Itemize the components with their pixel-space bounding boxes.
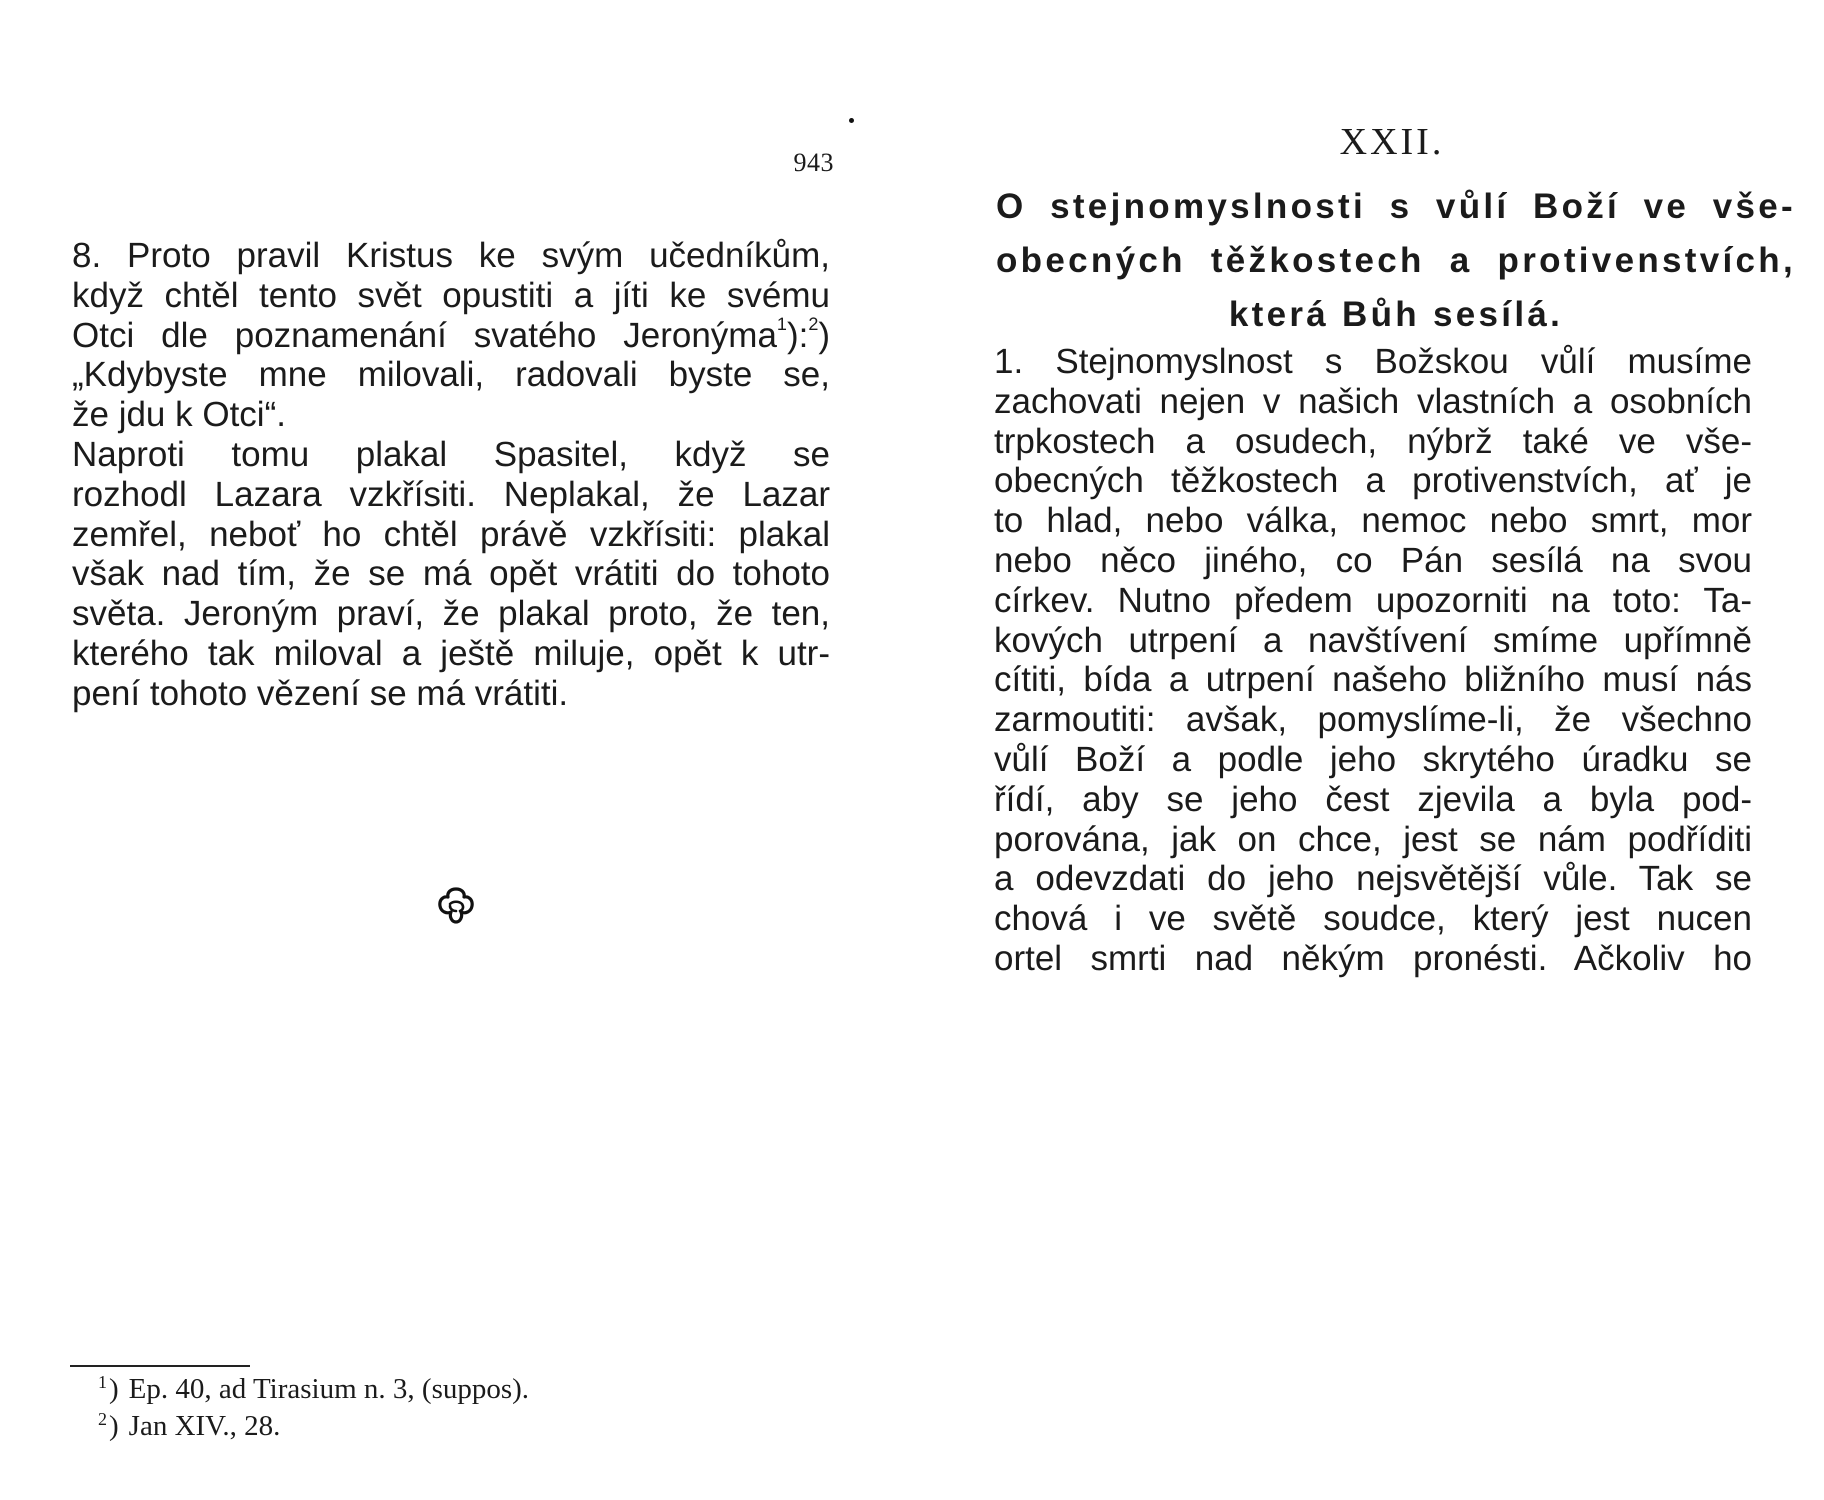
footnote-ref-2: 2 [808, 313, 819, 334]
footnote-ref-separator: ): [786, 315, 809, 355]
text-line: chová i ve světě soudce, který jest nucen [994, 899, 1752, 939]
footnote-marker: 2 [98, 1409, 107, 1429]
right-page-body [994, 342, 1752, 979]
page-number: 943 [793, 148, 834, 177]
text-line: trpkostech a osudech, nýbrž také ve vše- [994, 421, 1752, 461]
text-line: kových utrpení a navštívení smíme upřímně [994, 620, 1752, 660]
text-line: nebo něco jiného, co Pán sesílá na svou [994, 540, 1752, 580]
text-line: obecných těžkostech a protivenstvích, ať je [994, 461, 1752, 501]
text-line: kterého tak miloval a ještě miluje, opět k utr- [72, 633, 830, 673]
text-line: pení tohoto vězení se má vrátiti. [72, 673, 569, 713]
text-line: zachovati nejen v našich vlastních a osobních [994, 381, 1752, 421]
footnote-ref-1: 1 [776, 313, 787, 334]
text-line: „Kdybyste mne milovali, radovali byste se, [72, 355, 830, 395]
text-line: ortel smrti nad někým pronésti. Ačkoliv ho [994, 938, 1752, 978]
text-line: a odevzdati do jeho nejsvětější vůle. Tak se [994, 859, 1752, 899]
footnotes [98, 1372, 698, 1446]
chapter-title-line: O stejnomyslnosti s vůlí Boží ve vše- [996, 187, 1796, 226]
paragraph-8 [72, 236, 830, 435]
text-line: 1. Stejnomyslnost s Božskou vůlí musíme [994, 342, 1752, 381]
footnote-paren: ) [109, 1410, 119, 1442]
paragraph-naproti [72, 435, 830, 714]
left-page-body [72, 236, 830, 714]
right-page [960, 0, 1824, 1500]
text-line: církev. Nutno předem upozorniti na toto: Ta- [994, 580, 1752, 620]
text-line: vůlí Boží a podle jeho skrytého úradku se [994, 739, 1752, 779]
text-line: že jdu k Otci“. [72, 395, 286, 435]
text-line: zemřel, neboť ho chtěl právě vzkřísiti: plakal [72, 514, 830, 554]
text-line: světa. Jeroným praví, že plakal proto, že ten, [72, 594, 830, 634]
section-end-ornament-icon [434, 884, 478, 928]
chapter-title-line: která Bůh sesílá. [1228, 295, 1564, 334]
footnote-1 [98, 1372, 698, 1409]
print-speck [849, 118, 854, 123]
text-line-fragment: Otci dle poznamenání svatého Jeronýma [72, 315, 777, 355]
text-line: však nad tím, že se má opět vrátiti do tohoto [72, 554, 830, 594]
left-page [0, 0, 880, 1500]
text-line: když chtěl tento svět opustiti a jíti ke svému [72, 275, 830, 315]
text-line: to hlad, nebo válka, nemoc nebo smrt, mor [994, 501, 1752, 541]
footnote-paren: ) [109, 1373, 119, 1405]
footnote-text: Ep. 40, ad Tirasium n. 3, (suppos). [128, 1373, 530, 1405]
text-line: řídí, aby se jeho čest zjevila a byla pod- [994, 779, 1752, 819]
chapter-title-line: obecných těžkostech a protivenstvích, [996, 241, 1796, 280]
footnote-divider [70, 1365, 250, 1367]
chapter-title [996, 180, 1796, 342]
text-line-with-footnote-refs [72, 313, 830, 356]
text-line: Naproti tomu plakal Spasitel, když se [72, 434, 830, 474]
text-line: porována, jak on chce, jest se nám podříditi [994, 819, 1752, 859]
footnote-2 [98, 1409, 698, 1446]
footnote-ref-close: ) [818, 315, 830, 355]
text-line: cítiti, bída a utrpení našeho bližního musí nás [994, 660, 1752, 700]
footnote-text: Jan XIV., 28. [128, 1410, 281, 1442]
chapter-number: XXII. [1339, 121, 1445, 163]
text-line: zarmoutiti: avšak, pomyslíme-li, že všechno [994, 700, 1752, 740]
footnote-marker: 1 [98, 1372, 107, 1392]
text-line: rozhodl Lazara vzkřísiti. Neplakal, že Lazar [72, 474, 830, 514]
text-line: 8. Proto pravil Kristus ke svým učedníkům, [72, 236, 830, 275]
